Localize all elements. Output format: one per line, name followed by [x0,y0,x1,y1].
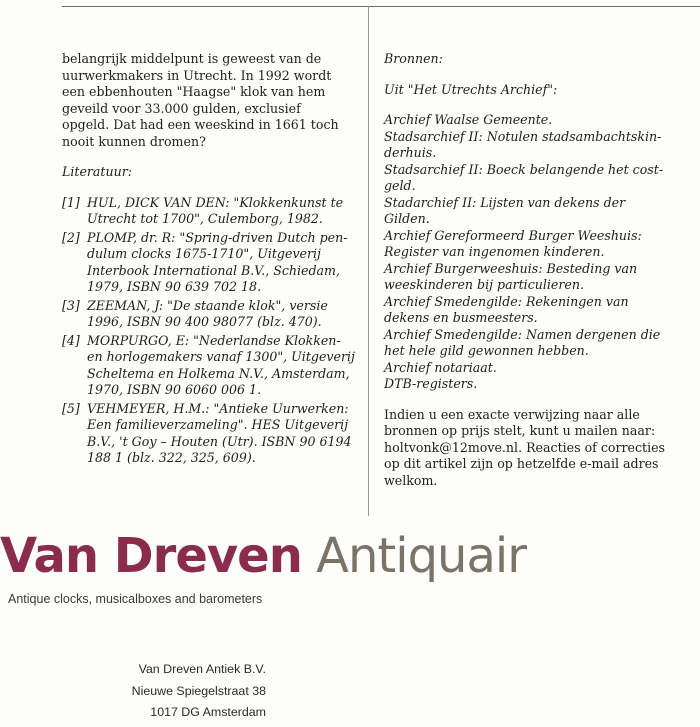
reference-line: Scheltema en Holkema N.V., Amsterdam, [87,365,350,381]
reference-line: PLOMP, dr. R: "Spring-driven Dutch pen- [87,229,348,245]
address-line: Nieuwe Spiegelstraat 38 [131,683,266,698]
reference-number: [1] [62,194,80,210]
literature-list [62,195,362,467]
source-line: Archief Burgerweeshuis: Besteding van [384,260,638,276]
reference-1 [62,195,362,228]
reference-4 [62,333,362,399]
reference-number: [4] [62,332,80,348]
reference-number: [3] [62,297,80,313]
source-line: dekens en busmeesters. [384,310,538,325]
reference-line: ZEEMAN, J: "De staande klok", versie [87,297,328,313]
source-line: Archief Waalse Gemeente. [384,112,553,127]
reference-line: 1970, ISBN 90 6060 006 1. [87,382,262,397]
reference-5 [62,401,362,467]
address-line: 1017 DG Amsterdam [150,705,266,719]
contact-line: holtvonk@12move.nl. Reacties of correcties [384,439,666,455]
address-line: Van Dreven Antiek B.V. [138,662,266,676]
reference-line: VEHMEYER, H.M.: "Antieke Uurwerken: [87,400,349,416]
contact-line: bronnen op prijs stelt, kunt u mailen naar: [384,423,656,438]
text-line: belangrijk middelpunt is geweest van de [62,51,322,66]
reference-line: Een familieverzameling". HES Uitgeverij [87,417,349,432]
source-line: Archief Smedengilde: Rekeningen van [384,293,629,309]
column-divider [368,6,369,516]
source-line: Gilden. [384,211,430,226]
source-line: Archief Smedengilde: Namen dergenen die [384,326,661,342]
reference-2 [62,230,362,296]
left-column [62,51,362,469]
advert-brand [0,528,526,584]
contact-line: Indien u een exacte verwijzing naar alle [384,406,640,422]
reference-3 [62,298,362,331]
reference-line: 1996, ISBN 90 400 98077 (blz. 470). [87,314,322,329]
reference-line: en horlogemakers vanaf 1300", Uitgeverij [87,349,355,364]
advert-address [130,659,266,724]
reference-line: Interbook International B.V., Schiedam, [87,262,340,278]
archive-heading: Uit "Het Utrechts Archief": [384,81,558,97]
sources-list [384,112,694,393]
contact-line: welkom. [384,472,438,488]
source-line: geld. [384,178,416,193]
contact-paragraph [384,407,694,490]
intro-paragraph [62,51,362,150]
brand-name-light: Antiquair [316,528,526,584]
right-column [384,51,694,489]
source-line: Register van ingenomen kinderen. [384,244,605,259]
source-line: derhuis. [384,145,437,160]
sources-heading: Bronnen: [384,51,443,66]
text-line: opgeld. Dat had een weeskind in 1661 toch [62,117,339,132]
reference-number: [2] [62,229,80,245]
contact-line: op dit artikel zijn op hetzelfde e-mail adres [384,456,659,471]
reference-line: Utrecht tot 1700", Culemborg, 1982. [87,211,323,226]
top-rule [62,6,700,7]
reference-line: MORPURGO, E: "Nederlandse Klokken- [87,332,341,348]
advert-tagline: Antique clocks, musicalboxes and barometers [8,592,263,606]
reference-line: dulum clocks 1675-1710", Uitgeverij [87,246,321,261]
text-line: geveild voor 33.000 gulden, exclusief [62,100,301,116]
reference-line: B.V., 't Goy – Houten (Utr). ISBN 90 6194 [87,433,352,449]
source-line: Stadsarchief II: Boeck belangende het cost- [384,161,664,177]
reference-line: 1979, ISBN 90 639 702 18. [87,279,262,294]
source-line: Archief notariaat. [384,359,497,375]
source-line: Stadsarchief II: Notulen stadsambachtskin- [384,128,662,144]
source-line: het hele gild gewonnen hebben. [384,343,589,358]
text-line: nooit kunnen dromen? [62,133,206,149]
source-line: Archief Gereformeerd Burger Weeshuis: [384,227,642,243]
source-line: weeskinderen bij particulieren. [384,277,584,292]
reference-line: 188 1 (blz. 322, 325, 609). [87,450,256,465]
brand-name-bold: Van Dreven [0,528,302,584]
text-line: uurwerkmakers in Utrecht. In 1992 wordt [62,67,332,83]
source-line: DTB-registers. [384,376,478,391]
literature-heading: Literatuur: [62,164,132,179]
text-line: een ebbenhouten "Haagse" klok van hem [62,84,326,99]
reference-line: HUL, DICK VAN DEN: "Klokkenkunst te [87,194,344,210]
reference-number: [5] [62,400,80,416]
source-line: Stadarchief II: Lijsten van dekens der [384,194,626,210]
